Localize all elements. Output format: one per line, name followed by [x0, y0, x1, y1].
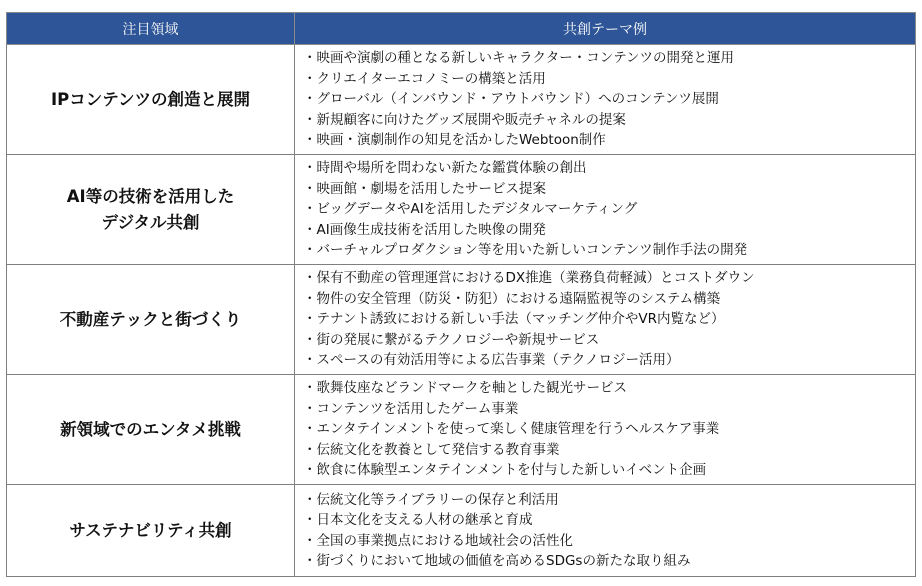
table-row — [7, 265, 916, 375]
theme-example-item: ・ 伝統文化等ライブラリーの保存と利活用 — [303, 490, 915, 511]
theme-example-item: ・ 全国の事業拠点における地域社会の活性化 — [303, 531, 915, 552]
focus-area-cell — [7, 155, 295, 265]
table-body — [7, 45, 916, 577]
theme-example-item: ・ 映画や演劇の種となる新しいキャラクター・コンテンツの開発と運用 — [303, 48, 915, 69]
theme-example-item: ・ 飲食に体験型エンタテインメントを付与した新しいイベント企画 — [303, 460, 915, 481]
focus-area-label: IPコンテンツの創造と展開 — [51, 89, 250, 109]
focus-area-label: 新領域でのエンタメ挑戦 — [60, 419, 241, 439]
focus-area-label: サステナビリティ共創 — [69, 520, 232, 540]
theme-example-item: ・ 街の発展に繋がるテクノロジーや新規サービス — [303, 330, 915, 351]
co-creation-theme-table — [6, 12, 916, 577]
table-row — [7, 45, 916, 155]
focus-area-cell — [7, 485, 295, 577]
theme-example-item: ・ コンテンツを活用したゲーム事業 — [303, 399, 915, 420]
theme-example-item: ・ エンタテインメントを使って楽しく健康管理を行うヘルスケア事業 — [303, 419, 915, 440]
focus-area-cell — [7, 375, 295, 485]
theme-example-item: ・ 保有不動産の管理運営におけるDX推進（業務負荷軽減）とコストダウン — [303, 268, 915, 289]
theme-example-item: ・ AI画像生成技術を活用した映像の開発 — [303, 220, 915, 241]
focus-area-cell — [7, 265, 295, 375]
theme-examples-cell — [295, 45, 916, 155]
table-row — [7, 485, 916, 577]
header-theme-examples: 共創テーマ例 — [295, 13, 916, 45]
theme-example-item: ・ 映画・演劇制作の知見を活かしたWebtoon制作 — [303, 130, 915, 151]
theme-example-list — [303, 158, 915, 261]
theme-examples-cell — [295, 155, 916, 265]
theme-example-item: ・ グローバル（インバウンド・アウトバウンド）へのコンテンツ展開 — [303, 89, 915, 110]
theme-table-container — [6, 12, 916, 577]
theme-examples-cell — [295, 375, 916, 485]
theme-example-item: ・ スペースの有効活用等による広告事業（テクノロジー活用） — [303, 350, 915, 371]
theme-example-item: ・ バーチャルプロダクション等を用いた新しいコンテンツ制作手法の開発 — [303, 240, 915, 261]
theme-example-item: ・ 映画館・劇場を活用したサービス提案 — [303, 179, 915, 200]
theme-examples-cell — [295, 485, 916, 577]
header-focus-area: 注目領域 — [7, 13, 295, 45]
focus-area-label: AI等の技術を活用した — [66, 186, 235, 206]
theme-example-list — [303, 378, 915, 481]
theme-example-item: ・ 日本文化を支える人材の継承と育成 — [303, 510, 915, 531]
theme-example-item: ・ 街づくりにおいて地域の価値を高めるSDGsの新たな取り組み — [303, 551, 915, 572]
table-header-row — [7, 13, 916, 45]
theme-examples-cell — [295, 265, 916, 375]
theme-example-item: ・ 物件の安全管理（防災・防犯）における遠隔監視等のシステム構築 — [303, 289, 915, 310]
theme-example-list — [303, 268, 915, 371]
focus-area-label: 不動産テックと街づくり — [59, 309, 242, 329]
theme-example-item: ・ 歌舞伎座などランドマークを軸とした観光サービス — [303, 378, 915, 399]
theme-example-item: ・ 新規顧客に向けたグッズ展開や販売チャネルの提案 — [303, 110, 915, 131]
theme-example-list — [303, 48, 915, 151]
table-row — [7, 375, 916, 485]
theme-example-item: ・ ビッグデータやAIを活用したデジタルマーケティング — [303, 199, 915, 220]
theme-example-item: ・ クリエイターエコノミーの構築と活用 — [303, 69, 915, 90]
theme-example-list — [303, 490, 915, 572]
focus-area-cell — [7, 45, 295, 155]
theme-example-item: ・ テナント誘致における新しい手法（マッチング仲介やVR内覧など） — [303, 309, 915, 330]
focus-area-label: デジタル共創 — [101, 212, 200, 232]
theme-example-item: ・ 時間や場所を問わない新たな鑑賞体験の創出 — [303, 158, 915, 179]
table-row — [7, 155, 916, 265]
theme-example-item: ・ 伝統文化を教養として発信する教育事業 — [303, 440, 915, 461]
